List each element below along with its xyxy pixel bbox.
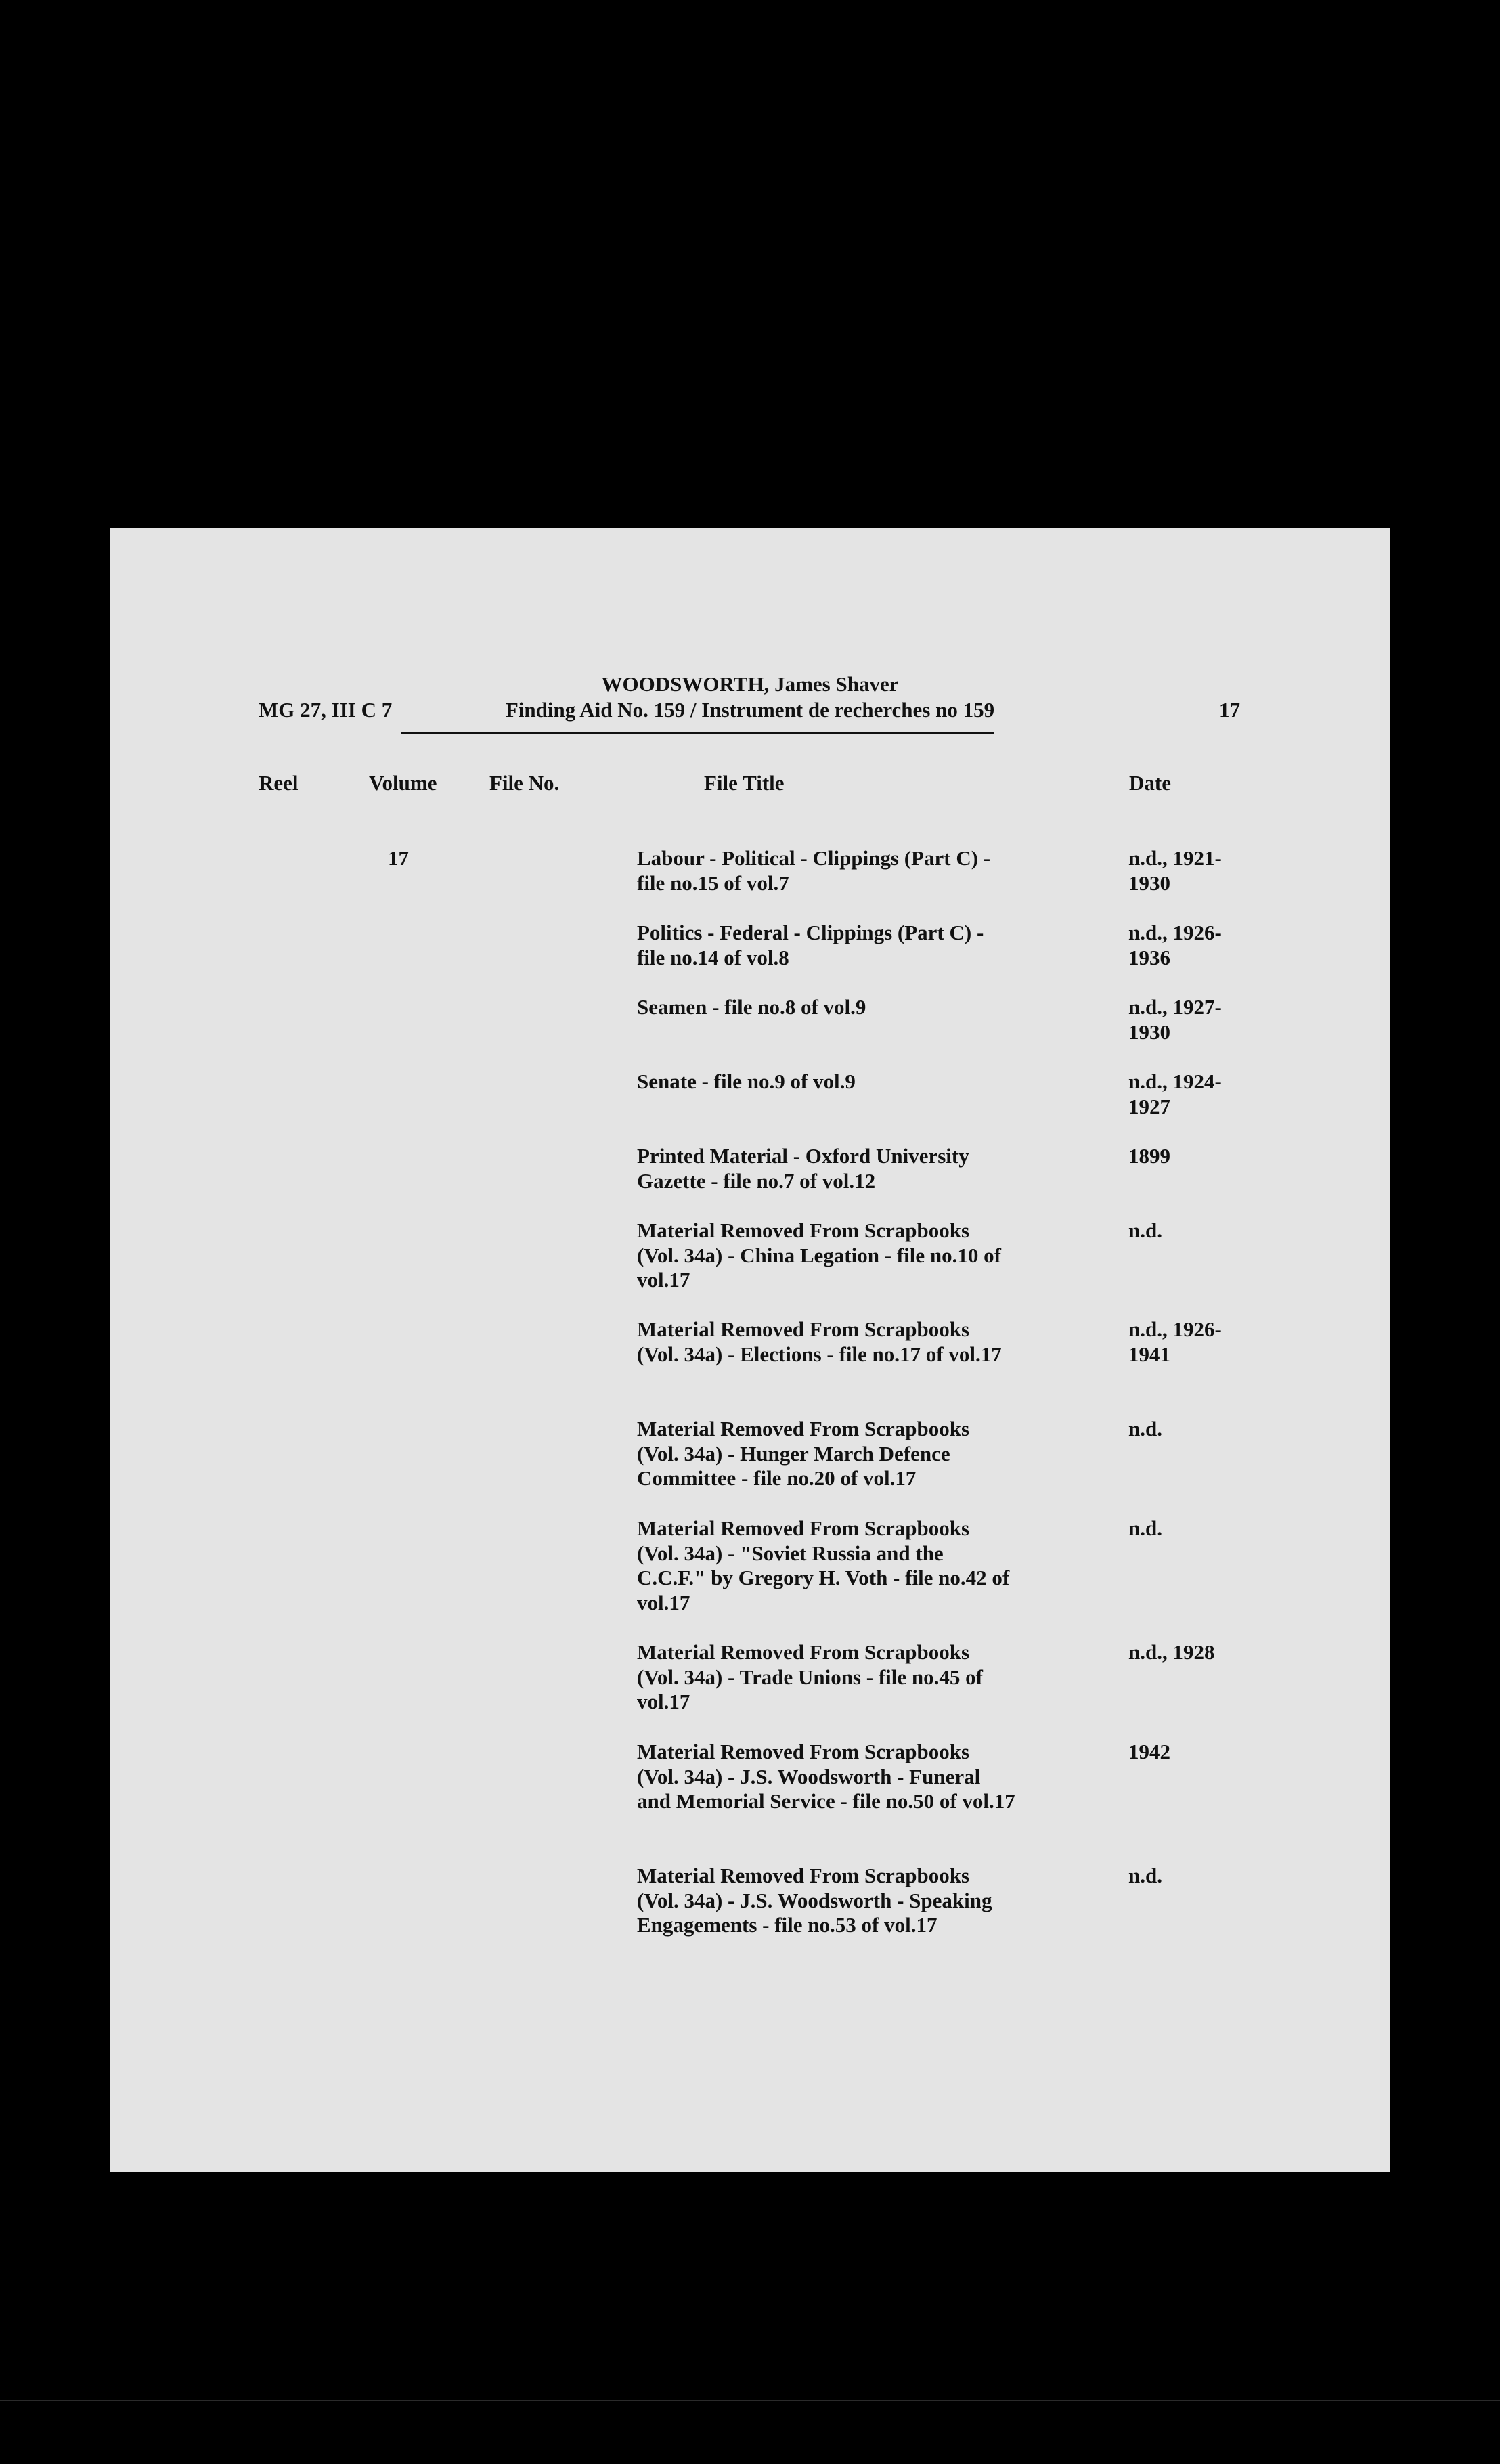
file-date: 1942 — [1128, 1740, 1170, 1763]
file-title: Politics - Federal - Clippings (Part C) - file no.14 of vol.8 — [637, 921, 984, 969]
file-title: Material Removed From Scrapbooks (Vol. 34a) - Elections - file no.17 of vol.17 — [637, 1317, 1002, 1366]
file-title: Material Removed From Scrapbooks (Vol. 34a) - "Soviet Russia and the C.C.F." by Gregory H. Voth - file no.42 of vol.17 — [637, 1516, 1010, 1614]
finding-aid-label: Finding Aid No. 159 / Instrument de recherches no 159 — [505, 698, 995, 722]
column-header-date: Date — [1129, 771, 1171, 795]
file-title: Senate - file no.9 of vol.9 — [637, 1070, 856, 1093]
file-title: Printed Material - Oxford University Gazette - file no.7 of vol.12 — [637, 1144, 969, 1193]
file-title: Seamen - file no.8 of vol.9 — [637, 995, 866, 1019]
column-header-file-title: File Title — [704, 771, 785, 795]
file-title: Material Removed From Scrapbooks (Vol. 34a) - J.S. Woodsworth - Funeral and Memorial Service - file no.50 of vol.17 — [637, 1740, 1015, 1813]
column-header-volume: Volume — [369, 771, 437, 795]
file-date: n.d., 1927-1930 — [1128, 995, 1222, 1044]
file-date: n.d., 1926-1941 — [1128, 1317, 1222, 1366]
collection-title: WOODSWORTH, James Shaver — [601, 672, 899, 696]
volume-number: 17 — [388, 846, 409, 870]
file-date: 1899 — [1128, 1144, 1170, 1168]
file-title: Material Removed From Scrapbooks (Vol. 34a) - J.S. Woodsworth - Speaking Engagements - file no.53 of vol.17 — [637, 1864, 992, 1937]
column-header-reel: Reel — [259, 771, 299, 795]
file-date: n.d. — [1128, 1218, 1162, 1242]
file-date: n.d. — [1128, 1417, 1162, 1440]
file-date: n.d. — [1128, 1864, 1162, 1887]
file-title: Material Removed From Scrapbooks (Vol. 34a) - Hunger March Defence Committee - file no.20 of vol.17 — [637, 1417, 970, 1490]
column-header-file-no: File No. — [489, 771, 560, 795]
file-date: n.d., 1928 — [1128, 1640, 1215, 1664]
header-rule — [401, 732, 994, 734]
file-date: n.d., 1926-1936 — [1128, 921, 1222, 969]
file-title: Material Removed From Scrapbooks (Vol. 34a) - China Legation - file no.10 of vol.17 — [637, 1218, 1001, 1292]
reference-number: MG 27, III C 7 — [259, 698, 393, 722]
file-date: n.d., 1921-1930 — [1128, 846, 1222, 895]
page-number: 17 — [1219, 698, 1240, 722]
file-title: Labour - Political - Clippings (Part C) - file no.15 of vol.7 — [637, 846, 991, 895]
file-title: Material Removed From Scrapbooks (Vol. 34a) - Trade Unions - file no.45 of vol.17 — [637, 1640, 983, 1713]
file-date: n.d. — [1128, 1516, 1162, 1540]
file-date: n.d., 1924-1927 — [1128, 1070, 1222, 1118]
document-page — [110, 528, 1390, 2172]
scan-edge-line — [0, 2400, 1500, 2401]
